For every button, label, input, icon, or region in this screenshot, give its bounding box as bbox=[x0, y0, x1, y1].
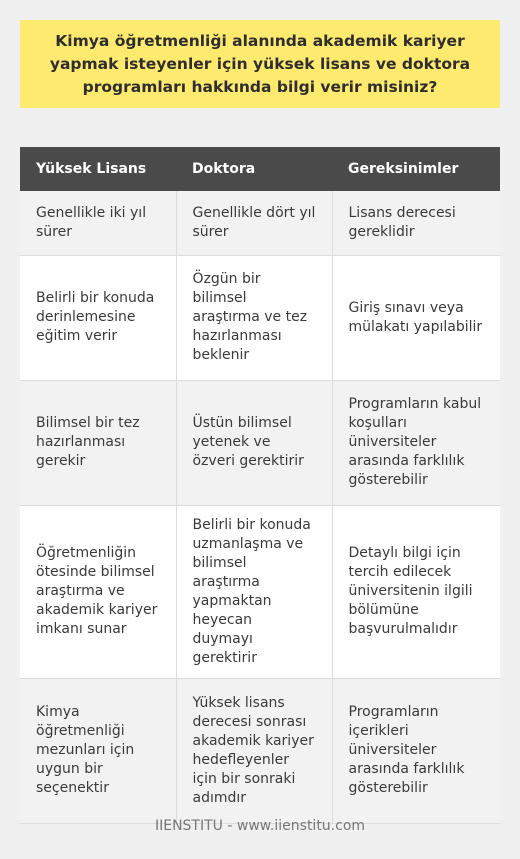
table-cell: Belirli bir konuda uzmanlaşma ve bilimsel araştırma yapmaktan heyecan duymayı gerektirir bbox=[176, 505, 332, 678]
table-header-row bbox=[20, 147, 500, 191]
table-row bbox=[20, 678, 500, 823]
header-yuksek-lisans: Yüksek Lisans bbox=[20, 147, 176, 191]
header-doktora: Doktora bbox=[176, 147, 332, 191]
footer-credit: IIENSTITU - www.iienstitu.com bbox=[154, 818, 366, 834]
comparison-table bbox=[20, 147, 500, 824]
table-cell: Genellikle dört yıl sürer bbox=[176, 191, 332, 255]
table-cell: Yüksek lisans derecesi sonrası akademik kariyer hedefleyenler için bir sonraki adımdır bbox=[176, 678, 332, 823]
table-row bbox=[20, 191, 500, 255]
table-cell: Detaylı bilgi için tercih edilecek üniversitenin ilgili bölümüne başvurulmalıdır bbox=[332, 505, 500, 678]
question-text: Kimya öğretmenliği alanında akademik kariyer yapmak isteyenler için yüksek lisans ve doktora programları hakkında bilgi verir misiniz? bbox=[49, 31, 471, 96]
table-cell: Giriş sınavı veya mülakatı yapılabilir bbox=[332, 255, 500, 380]
question-banner bbox=[20, 20, 500, 108]
table-cell: Üstün bilimsel yetenek ve özveri gerektirir bbox=[176, 380, 332, 505]
table-row bbox=[20, 380, 500, 505]
table-cell: Programların içerikleri üniversiteler arasında farklılık gösterebilir bbox=[332, 678, 500, 823]
header-gereksinimler: Gereksinimler bbox=[332, 147, 500, 191]
table-row bbox=[20, 255, 500, 380]
table-cell: Belirli bir konuda derinlemesine eğitim verir bbox=[20, 255, 176, 380]
table-cell: Öğretmenliğin ötesinde bilimsel araştırma ve akademik kariyer imkanı sunar bbox=[20, 505, 176, 678]
table-row bbox=[20, 505, 500, 678]
table-cell: Lisans derecesi gereklidir bbox=[332, 191, 500, 255]
table-cell: Kimya öğretmenliği mezunları için uygun bir seçenektir bbox=[20, 678, 176, 823]
table-cell: Programların kabul koşulları üniversiteler arasında farklılık gösterebilir bbox=[332, 380, 500, 505]
table-cell: Genellikle iki yıl sürer bbox=[20, 191, 176, 255]
table-cell: Özgün bir bilimsel araştırma ve tez hazırlanması beklenir bbox=[176, 255, 332, 380]
table-cell: Bilimsel bir tez hazırlanması gerekir bbox=[20, 380, 176, 505]
